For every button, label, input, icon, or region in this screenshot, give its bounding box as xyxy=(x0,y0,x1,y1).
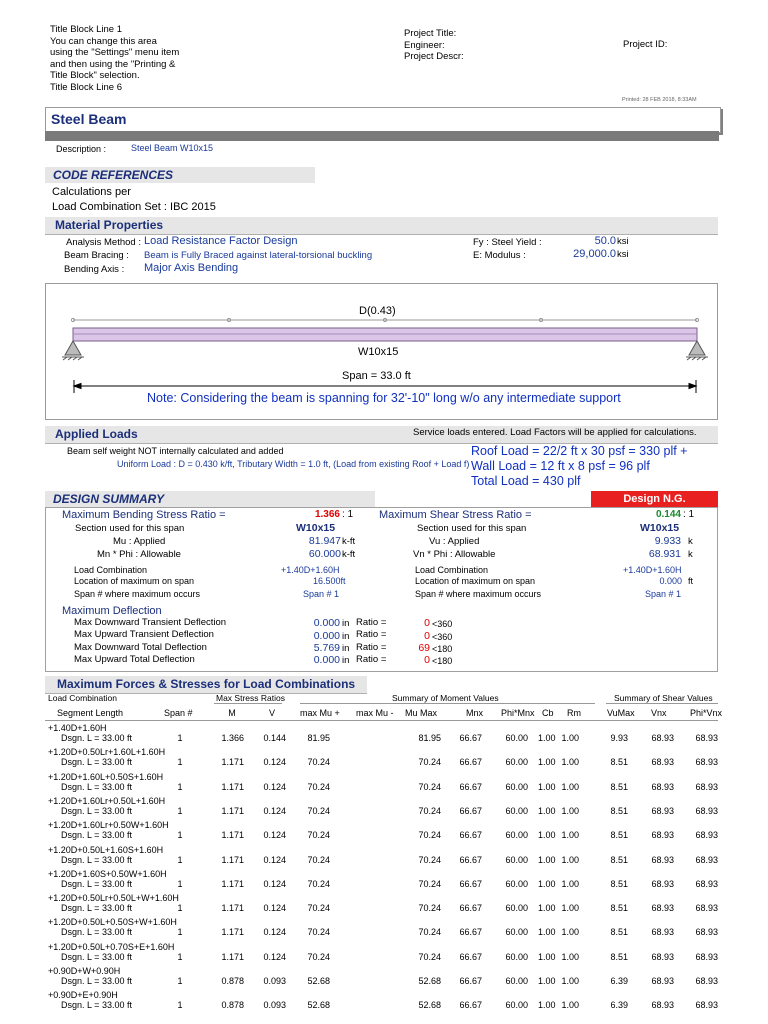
load-label: D(0.43) xyxy=(359,305,396,317)
cell-rm: 1.00 xyxy=(561,781,579,792)
cell-vnx: 68.93 xyxy=(651,1000,674,1011)
cell-V: 0.124 xyxy=(263,854,286,865)
cell-M: 1.171 xyxy=(221,951,244,962)
project-title: Project Title: xyxy=(404,28,457,39)
cell-mnx: 66.67 xyxy=(459,830,482,841)
cell-phivnx: 68.93 xyxy=(695,903,718,914)
cell-phivnx: 68.93 xyxy=(695,854,718,865)
e-value: 29,000.0 xyxy=(573,248,616,260)
cell-mup: 70.24 xyxy=(307,830,330,841)
cell-mumax: 70.24 xyxy=(418,951,441,962)
combo-label-right: Load Combination xyxy=(415,565,489,575)
diagram-note: Note: Considering the beam is spanning for 32'-10" long w/o any intermediate support xyxy=(147,391,621,405)
cell-cb: 1.00 xyxy=(538,951,556,962)
load-combination-label: +1.20D+0.50L+0.70S+E+1.60H xyxy=(48,941,175,952)
cell-V: 0.124 xyxy=(263,878,286,889)
cell-vumax: 8.51 xyxy=(610,830,628,841)
cell-phimnx: 60.00 xyxy=(505,951,528,962)
cell-rm: 1.00 xyxy=(561,951,579,962)
cell-vnx: 68.93 xyxy=(651,927,674,938)
cell-mumax: 70.24 xyxy=(418,878,441,889)
cell-phimnx: 60.00 xyxy=(505,805,528,816)
cell-vumax: 6.39 xyxy=(610,976,628,986)
group-header-moment: Summary of Moment Values xyxy=(392,693,499,703)
title-line: Title Block Line 1 xyxy=(50,24,122,35)
cell-mumax: 70.24 xyxy=(418,927,441,938)
applied-loads-header: Applied Loads xyxy=(45,426,718,444)
cell-vnx: 68.93 xyxy=(651,805,674,816)
load-combination-label: +1.20D+0.50Lr+1.60L+1.60H xyxy=(48,747,166,758)
cell-M: 1.171 xyxy=(221,927,244,938)
load-combination-label: +1.20D+0.50L+1.60S+1.60H xyxy=(48,844,164,855)
cell-phimnx: 60.00 xyxy=(505,781,528,792)
cell-cb: 1.00 xyxy=(538,1000,556,1011)
cell-span: 1 xyxy=(177,1000,183,1011)
cell-mnx: 66.67 xyxy=(459,878,482,889)
cell-V: 0.124 xyxy=(263,927,286,938)
bracing-label: Beam Bracing : xyxy=(64,250,129,261)
cell-vumax: 8.51 xyxy=(610,951,628,962)
axis-value: Major Axis Bending xyxy=(144,262,239,274)
cell-vnx: 68.93 xyxy=(651,733,674,743)
mn-unit: k-ft xyxy=(342,549,356,560)
loc-label: Location of maximum on span xyxy=(74,576,195,586)
title-line: using the "Settings" menu item xyxy=(50,47,180,58)
mn-value: 60.000 xyxy=(308,548,341,560)
load-combination-label: +1.20D+0.50Lr+0.50L+W+1.60H xyxy=(48,893,179,904)
shear-ratio-label: Maximum Shear Stress Ratio = xyxy=(379,509,532,521)
cell-rm: 1.00 xyxy=(561,976,579,986)
cell-span: 1 xyxy=(177,927,183,938)
cell-V: 0.124 xyxy=(263,781,286,792)
project-descr: Project Descr: xyxy=(404,51,464,62)
title-line: and then using the "Printing & xyxy=(50,58,176,70)
cell-mumax: 70.24 xyxy=(418,781,441,792)
cell-rm: 1.00 xyxy=(561,903,579,914)
bending-ratio-label: Maximum Bending Stress Ratio = xyxy=(62,509,226,521)
cell-rm: 1.00 xyxy=(561,927,579,938)
cell-mnx: 66.67 xyxy=(459,903,482,914)
section-used-right: W10x15 xyxy=(640,522,680,534)
loc-right-unit: ft xyxy=(688,576,694,586)
cell-vumax: 8.51 xyxy=(610,805,628,816)
vn-value: 68.931 xyxy=(648,548,681,560)
cell-seg: Dsgn. L = 33.00 ft xyxy=(61,951,132,962)
combo-left: +1.40D+1.60H xyxy=(281,565,340,575)
cell-phimnx: 60.00 xyxy=(505,830,528,841)
cell-vumax: 8.51 xyxy=(610,781,628,792)
loc-left: 16.500ft xyxy=(313,576,346,586)
cell-span: 1 xyxy=(177,733,183,743)
section-label: W10x15 xyxy=(358,346,399,358)
cell-vnx: 68.93 xyxy=(651,878,674,889)
material-header: Material Properties xyxy=(45,217,718,235)
cell-rm: 1.00 xyxy=(561,805,579,816)
cell-vnx: 68.93 xyxy=(651,757,674,768)
cell-mumax: 81.95 xyxy=(418,733,441,743)
wall-load-note: Wall Load = 12 ft x 8 psf = 96 plf xyxy=(471,459,650,473)
cell-cb: 1.00 xyxy=(538,903,556,914)
cell-V: 0.124 xyxy=(263,903,286,914)
spanno-label: Span # where maximum occurs xyxy=(74,589,201,599)
cell-cb: 1.00 xyxy=(538,781,556,792)
cell-M: 1.366 xyxy=(221,733,244,743)
cell-mnx: 66.67 xyxy=(459,854,482,865)
cell-vnx: 68.93 xyxy=(651,951,674,962)
cell-mup: 70.24 xyxy=(307,854,330,865)
cell-vnx: 68.93 xyxy=(651,854,674,865)
cell-mnx: 66.67 xyxy=(459,1000,482,1011)
load-combination-label: +1.20D+1.60L+0.50S+1.60H xyxy=(48,771,164,782)
title-block xyxy=(50,24,179,93)
title-line: Title Block" selection. xyxy=(50,70,140,81)
e-unit: ksi xyxy=(617,249,629,260)
cell-seg: Dsgn. L = 33.00 ft xyxy=(61,733,132,743)
cell-rm: 1.00 xyxy=(561,854,579,865)
cell-mup: 52.68 xyxy=(307,976,330,986)
cell-seg: Dsgn. L = 33.00 ft xyxy=(61,927,132,938)
spanno-left: Span # 1 xyxy=(303,589,340,599)
cell-rm: 1.00 xyxy=(561,757,579,768)
spanno-label-right: Span # where maximum occurs xyxy=(415,589,542,599)
load-combination-label: +1.40D+1.60H xyxy=(48,723,107,733)
cell-vnx: 68.93 xyxy=(651,903,674,914)
cell-span: 1 xyxy=(177,805,183,816)
method-value: Load Resistance Factor Design xyxy=(144,235,298,247)
cell-vumax: 8.51 xyxy=(610,878,628,889)
cell-mumax: 52.68 xyxy=(418,1000,441,1011)
cell-M: 1.171 xyxy=(221,757,244,768)
cell-M: 1.171 xyxy=(221,805,244,816)
cell-cb: 1.00 xyxy=(538,927,556,938)
self-weight-note: Beam self weight NOT internally calculated and added xyxy=(67,446,284,456)
group-header-ratios: Max Stress Ratios xyxy=(216,693,285,703)
cell-vumax: 8.51 xyxy=(610,903,628,914)
cell-mumax: 70.24 xyxy=(418,854,441,865)
vn-unit: k xyxy=(688,549,693,560)
cell-V: 0.093 xyxy=(263,976,286,986)
service-note: Service loads entered. Load Factors will be applied for calculations. xyxy=(413,427,697,438)
cell-cb: 1.00 xyxy=(538,854,556,865)
cell-cb: 1.00 xyxy=(538,805,556,816)
cell-span: 1 xyxy=(177,951,183,962)
section-used-left: W10x15 xyxy=(296,522,336,534)
cell-mup: 81.95 xyxy=(307,733,330,743)
cell-phivnx: 68.93 xyxy=(695,1000,718,1011)
cell-mnx: 66.67 xyxy=(459,781,482,792)
total-load-note: Total Load = 430 plf xyxy=(471,474,581,488)
cell-vumax: 8.51 xyxy=(610,927,628,938)
cell-rm: 1.00 xyxy=(561,1000,579,1011)
description-label: Description : xyxy=(56,144,107,154)
bending-ratio-value: 1.366 xyxy=(314,509,340,520)
cell-phivnx: 68.93 xyxy=(695,951,718,962)
cell-phivnx: 68.93 xyxy=(695,733,718,743)
bracing-value: Beam is Fully Braced against lateral-torsional buckling xyxy=(144,250,373,261)
vu-label: Vu : Applied xyxy=(429,536,480,547)
e-label: E: Modulus : xyxy=(473,250,526,261)
mu-value: 81.947 xyxy=(308,535,341,547)
cell-span: 1 xyxy=(177,903,183,914)
printed-date: Printed: 28 FEB 2018, 8:33AM xyxy=(622,97,697,103)
combo-right: +1.40D+1.60H xyxy=(623,565,682,575)
mu-label: Mu : Applied xyxy=(113,536,166,547)
title-bar-shadow xyxy=(45,131,719,141)
engineer: Engineer: xyxy=(404,39,445,51)
cell-cb: 1.00 xyxy=(538,976,556,986)
cell-mnx: 66.67 xyxy=(459,733,482,743)
cell-M: 1.171 xyxy=(221,830,244,841)
cell-mnx: 66.67 xyxy=(459,757,482,768)
description-value: Steel Beam W10x15 xyxy=(131,143,214,153)
cell-vumax: 6.39 xyxy=(610,1000,628,1011)
uniform-load: Uniform Load : D = 0.430 k/ft, Tributary Width = 1.0 ft, (Load from existing Roof + Load f) xyxy=(117,459,470,469)
cell-mnx: 66.67 xyxy=(459,976,482,986)
cell-phivnx: 68.93 xyxy=(695,781,718,792)
cell-mumax: 70.24 xyxy=(418,830,441,841)
cell-M: 1.171 xyxy=(221,781,244,792)
shear-ratio-value: 0.144 xyxy=(655,509,681,520)
page-title-bar xyxy=(45,107,721,133)
cell-vnx: 68.93 xyxy=(651,781,674,792)
cell-mup: 70.24 xyxy=(307,781,330,792)
loc-label-right: Location of maximum on span xyxy=(415,576,536,586)
load-combination-label: +0.90D+W+0.90H xyxy=(48,966,121,976)
load-combination-label: +1.20D+1.60Lr+0.50W+1.60H xyxy=(48,820,169,831)
cell-span: 1 xyxy=(177,854,183,865)
cell-mnx: 66.67 xyxy=(459,805,482,816)
cell-vnx: 68.93 xyxy=(651,976,674,986)
axis-label: Bending Axis : xyxy=(64,264,125,275)
cell-M: 1.171 xyxy=(221,878,244,889)
cell-seg: Dsgn. L = 33.00 ft xyxy=(61,854,132,865)
cell-vumax: 8.51 xyxy=(610,757,628,768)
design-status-badge: Design N.G. xyxy=(591,491,718,507)
cell-seg: Dsgn. L = 33.00 ft xyxy=(61,757,132,768)
cell-vnx: 68.93 xyxy=(651,830,674,841)
cell-seg: Dsgn. L = 33.00 ft xyxy=(61,805,132,816)
cell-seg: Dsgn. L = 33.00 ft xyxy=(61,903,132,914)
cell-span: 1 xyxy=(177,757,183,768)
bending-ratio-suffix: : 1 xyxy=(342,509,354,520)
cell-mup: 70.24 xyxy=(307,951,330,962)
code-line-2: Load Combination Set : IBC 2015 xyxy=(52,201,216,213)
cell-mup: 70.24 xyxy=(307,805,330,816)
cell-seg: Dsgn. L = 33.00 ft xyxy=(61,976,132,986)
group-header-shear: Summary of Shear Values xyxy=(614,693,713,703)
cell-seg: Dsgn. L = 33.00 ft xyxy=(61,830,132,841)
loc-right: 0.000 xyxy=(659,576,682,586)
cell-cb: 1.00 xyxy=(538,757,556,768)
span-label: Span = 33.0 ft xyxy=(342,370,411,382)
cell-phivnx: 68.93 xyxy=(695,757,718,768)
cell-mnx: 66.67 xyxy=(459,951,482,962)
load-combination-label: +1.20D+1.60Lr+0.50L+1.60H xyxy=(48,795,166,806)
section-used-label-right: Section used for this span xyxy=(417,523,527,534)
deflection-header: Maximum Deflection xyxy=(62,605,162,617)
cell-phimnx: 60.00 xyxy=(505,976,528,986)
shear-ratio-suffix: : 1 xyxy=(683,509,695,520)
title-line: You can change this area xyxy=(50,35,157,47)
mn-label: Mn * Phi : Allowable xyxy=(97,549,181,560)
cell-M: 1.171 xyxy=(221,903,244,914)
cell-rm: 1.00 xyxy=(561,878,579,889)
right-support-icon xyxy=(686,341,708,360)
cell-span: 1 xyxy=(177,976,183,986)
cell-phimnx: 60.00 xyxy=(505,1000,528,1011)
cell-phimnx: 60.00 xyxy=(505,878,528,889)
cell-mup: 70.24 xyxy=(307,878,330,889)
cell-V: 0.144 xyxy=(263,733,286,743)
spanno-right: Span # 1 xyxy=(645,589,682,599)
forces-header: Maximum Forces & Stresses for Load Combinations xyxy=(45,676,367,694)
cell-cb: 1.00 xyxy=(538,878,556,889)
cell-cb: 1.00 xyxy=(538,830,556,841)
fy-value: 50.0 xyxy=(594,235,616,247)
page-title: Steel Beam xyxy=(51,111,127,127)
project-info xyxy=(404,28,464,63)
cell-rm: 1.00 xyxy=(561,733,579,743)
cell-M: 0.878 xyxy=(221,1000,244,1011)
cell-span: 1 xyxy=(177,830,183,841)
cell-seg: Dsgn. L = 33.00 ft xyxy=(61,1000,132,1011)
cell-phimnx: 60.00 xyxy=(505,927,528,938)
title-line: Title Block Line 6 xyxy=(50,81,122,93)
cell-phivnx: 68.93 xyxy=(695,805,718,816)
cell-phimnx: 60.00 xyxy=(505,733,528,743)
cell-phivnx: 68.93 xyxy=(695,830,718,841)
cell-cb: 1.00 xyxy=(538,733,556,743)
cell-phimnx: 60.00 xyxy=(505,903,528,914)
cell-V: 0.124 xyxy=(263,830,286,841)
code-references-header: CODE REFERENCES xyxy=(45,167,315,183)
cell-vumax: 8.51 xyxy=(610,854,628,865)
cell-mup: 70.24 xyxy=(307,903,330,914)
vn-label: Vn * Phi : Allowable xyxy=(413,549,496,560)
cell-V: 0.124 xyxy=(263,805,286,816)
cell-phimnx: 60.00 xyxy=(505,757,528,768)
method-label: Analysis Method : xyxy=(66,237,141,248)
cell-span: 1 xyxy=(177,781,183,792)
cell-mumax: 70.24 xyxy=(418,805,441,816)
left-support-icon xyxy=(62,341,84,360)
cell-span: 1 xyxy=(177,878,183,889)
cell-mumax: 52.68 xyxy=(418,976,441,986)
fy-unit: ksi xyxy=(617,236,629,247)
section-used-label: Section used for this span xyxy=(75,523,185,534)
code-line-1: Calculations per xyxy=(52,186,131,198)
load-combination-label: +1.20D+1.60S+0.50W+1.60H xyxy=(48,868,167,879)
cell-mup: 70.24 xyxy=(307,757,330,768)
combo-label: Load Combination xyxy=(74,565,148,575)
cell-vumax: 9.93 xyxy=(610,733,628,743)
cell-mup: 52.68 xyxy=(307,1000,330,1011)
cell-seg: Dsgn. L = 33.00 ft xyxy=(61,781,132,792)
cell-M: 1.171 xyxy=(221,854,244,865)
cell-seg: Dsgn. L = 33.00 ft xyxy=(61,878,132,889)
cell-phivnx: 68.93 xyxy=(695,878,718,889)
cell-V: 0.093 xyxy=(263,1000,286,1011)
cell-phivnx: 68.93 xyxy=(695,927,718,938)
cell-rm: 1.00 xyxy=(561,830,579,841)
roof-load-note: Roof Load = 22/2 ft x 30 psf = 330 plf + xyxy=(471,444,688,458)
cell-phivnx: 68.93 xyxy=(695,976,718,986)
fy-label: Fy : Steel Yield : xyxy=(473,237,542,248)
design-summary-header: DESIGN SUMMARY xyxy=(45,491,375,507)
vu-value: 9.933 xyxy=(654,535,681,547)
cell-mumax: 70.24 xyxy=(418,757,441,768)
cell-mnx: 66.67 xyxy=(459,927,482,938)
load-combination-label: +1.20D+0.50L+0.50S+W+1.60H xyxy=(48,917,177,928)
cell-mup: 70.24 xyxy=(307,927,330,938)
group-header-combo: Load Combination xyxy=(48,693,117,703)
cell-phimnx: 60.00 xyxy=(505,854,528,865)
load-combination-label: +0.90D+E+0.90H xyxy=(48,990,118,1001)
cell-M: 0.878 xyxy=(221,976,244,986)
project-id: Project ID: xyxy=(623,39,668,50)
cell-V: 0.124 xyxy=(263,951,286,962)
mu-unit: k-ft xyxy=(342,536,356,547)
cell-mumax: 70.24 xyxy=(418,903,441,914)
vu-unit: k xyxy=(688,536,693,547)
cell-V: 0.124 xyxy=(263,757,286,768)
